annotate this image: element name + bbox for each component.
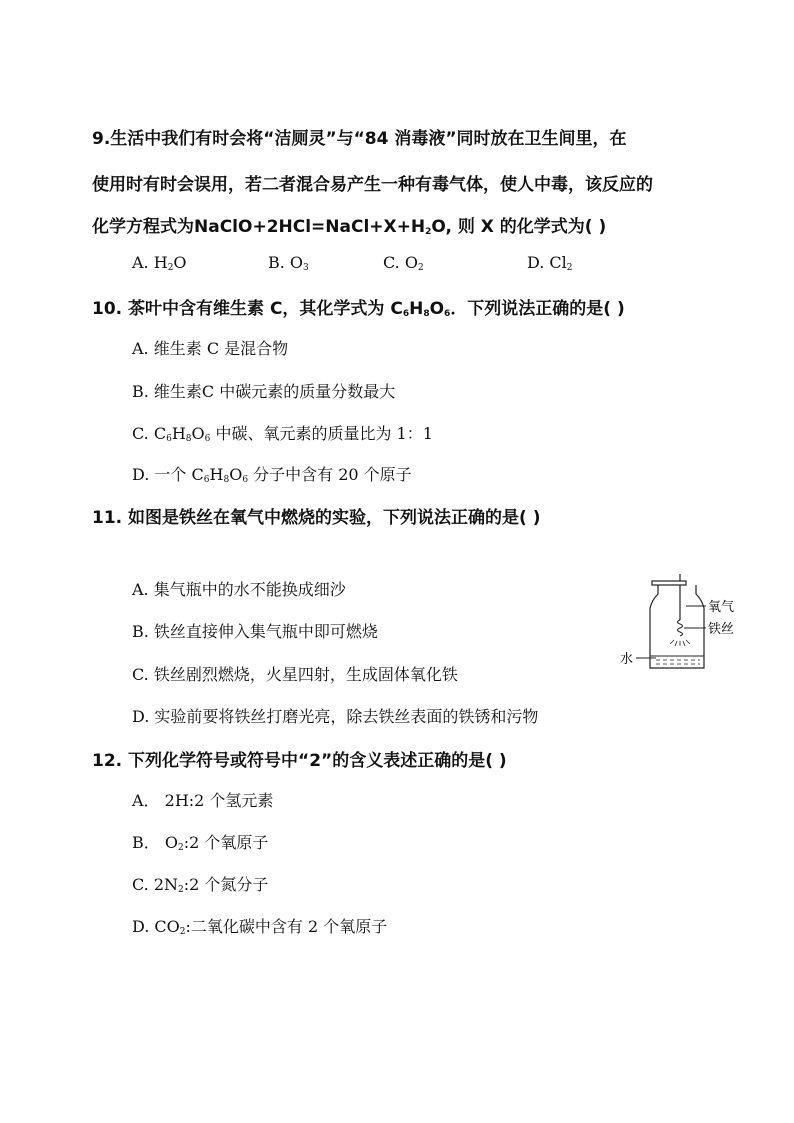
q10-sub-1: 6 — [402, 309, 410, 319]
q9-option-c — [383, 253, 424, 272]
q12-stem: 12. 下列化学符号或符号中“2”的含义表述正确的是( ) — [92, 751, 507, 771]
q10-option-d-text: D. 一个 C — [132, 465, 204, 484]
q12-option-b-text: B． O — [132, 833, 178, 852]
q9-option-d — [527, 253, 573, 272]
q10-stem-text2: ．下列说法正确的是( ) — [450, 299, 625, 319]
label-oxygen: 氧气 — [708, 600, 735, 615]
q12-option-b-sub: 2 — [177, 843, 184, 853]
q9-stem-line1: 9.生活中我们有时会将“洁厕灵”与“84 消毒液”同时放在卫生间里，在 — [92, 129, 627, 149]
q10-c-h: H — [171, 424, 186, 443]
q10-sub-3: 6 — [444, 309, 451, 319]
q10-option-a: A. 维生素 C 是混合物 — [132, 339, 289, 358]
q10-d-o: O — [229, 465, 243, 484]
q9-option-d-text: D. Cl — [527, 253, 567, 272]
q9-question-text: O, 则 X 的化学式为( ) — [431, 217, 607, 237]
q10-option-c — [132, 421, 433, 444]
q12-option-c — [132, 872, 268, 895]
label-water: 水 — [620, 652, 634, 667]
gas-jar-svg — [620, 574, 746, 674]
q10-formula-o: O — [429, 299, 445, 319]
q9-option-a-text2: O — [173, 253, 187, 272]
q10-sub-2: 8 — [423, 309, 430, 319]
q9-option-c-sub: 2 — [417, 263, 424, 273]
q9-stem-line2: 使用时有时会误用，若二者混合易产生一种有毒气体，使人中毒，该反应的 — [92, 175, 653, 195]
q9-option-c-text: C. O — [383, 253, 418, 272]
q12-option-d-text2: :二氧化碳中含有 2 个氧原子 — [185, 917, 388, 936]
q10-d-sub-1: 6 — [203, 475, 210, 485]
wire-coil — [678, 620, 683, 636]
q11-option-a: A. 集气瓶中的水不能换成细沙 — [132, 580, 346, 599]
q10-option-c-text2: 中碳、氧元素的质量比为 1：1 — [210, 424, 433, 443]
q10-d-sub-3: 6 — [242, 475, 249, 485]
q10-formula-h: H — [409, 299, 424, 319]
q12-option-c-sub: 2 — [178, 885, 184, 895]
q12-option-b-text2: :2 个氧原子 — [183, 833, 269, 852]
q11-option-d: D. 实验前要将铁丝打磨光亮，除去铁丝表面的铁锈和污物 — [132, 707, 539, 726]
q9-equation-text: 化学方程式为NaClO+2HCl=NaCl+X+H — [92, 217, 426, 237]
q10-c-sub-1: 6 — [166, 434, 172, 444]
q11-option-c: C. 铁丝剧烈燃烧，火星四射，生成固体氧化铁 — [132, 665, 458, 684]
q9-option-a-sub: 2 — [167, 263, 174, 273]
q9-option-b-sub: 3 — [303, 263, 309, 273]
q10-c-o: O — [191, 424, 205, 443]
q12-option-c-text2: :2 个氮分子 — [183, 875, 269, 894]
jar-lid — [652, 581, 686, 585]
q9-equation-subscript: 2 — [425, 227, 432, 237]
q10-option-d — [132, 462, 412, 485]
q9-stem-line3 — [92, 212, 606, 237]
q12-option-a: A． 2H:2 个氢元素 — [132, 791, 274, 810]
q9-option-a — [132, 253, 187, 272]
q10-stem-text: 10. 茶叶中含有维生素 C，其化学式为 C — [92, 299, 403, 319]
q10-d-sub-2: 8 — [223, 475, 230, 485]
q9-option-b — [268, 253, 309, 272]
q12-option-d — [132, 914, 387, 937]
q10-option-d-text2: 分子中含有 20 个原子 — [248, 465, 412, 484]
gas-jar-diagram — [620, 574, 746, 674]
q9-option-d-sub: 2 — [566, 263, 573, 273]
q11-stem: 11. 如图是铁丝在氧气中燃烧的实验，下列说法正确的是( ) — [92, 508, 541, 528]
sparks — [670, 640, 690, 646]
q12-option-d-sub: 2 — [179, 927, 186, 937]
q10-c-sub-2: 8 — [185, 434, 192, 444]
q10-d-h: H — [209, 465, 224, 484]
q10-option-b: B. 维生素C 中碳元素的质量分数最大 — [132, 382, 396, 401]
q10-stem — [92, 294, 625, 319]
q9-option-a-text: A. H — [132, 253, 168, 272]
q10-c-sub-3: 6 — [204, 434, 211, 444]
q9-option-b-text: B. O — [268, 253, 304, 272]
q12-option-b — [132, 830, 268, 853]
q10-option-c-text: C. C — [132, 424, 167, 443]
label-iron-wire: 铁丝 — [708, 622, 735, 637]
q11-option-b: B. 铁丝直接伸入集气瓶中即可燃烧 — [132, 622, 378, 641]
q12-option-d-text: D. CO — [132, 917, 180, 936]
q12-option-c-text: C. 2N — [132, 875, 179, 894]
